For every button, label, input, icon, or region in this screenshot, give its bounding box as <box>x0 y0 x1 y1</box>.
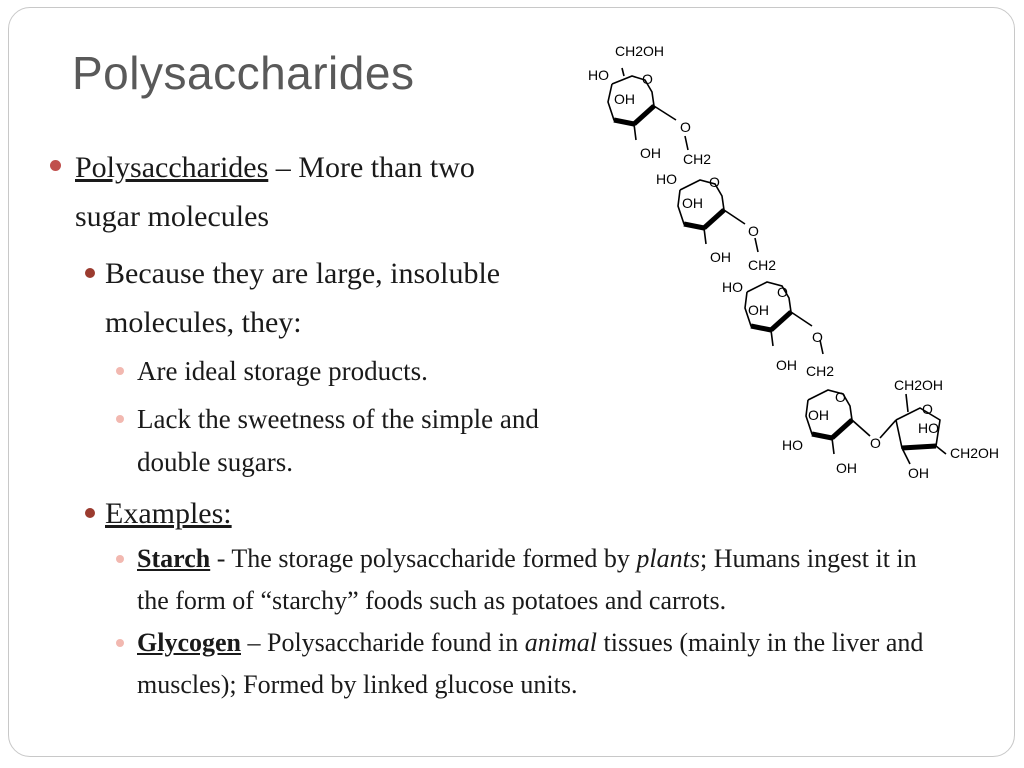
molecule-label: OH <box>640 145 661 161</box>
molecule-label: OH <box>776 357 797 373</box>
starch-text-1: - The storage polysaccharide formed by <box>210 544 637 573</box>
molecule-label: O <box>709 174 720 190</box>
bullet-large-insoluble: Because they are large, insoluble molecules, they: <box>105 257 501 339</box>
polysaccharide-structure-diagram <box>580 40 1010 490</box>
bullet-dot <box>116 639 124 647</box>
examples-heading: Examples: <box>105 497 232 530</box>
molecule-label: HO <box>782 437 803 453</box>
starch-text-2: ; Humans ingest it in the form of “starchy” foods such as potatoes and carrots. <box>137 544 917 615</box>
molecule-label: O <box>777 284 788 300</box>
molecule-label: CH2OH <box>615 43 665 59</box>
molecule-label: OH <box>748 302 769 318</box>
molecule-label: O <box>922 401 933 417</box>
molecule-label: O <box>835 389 846 405</box>
molecule-label: O <box>870 435 881 451</box>
molecule-label: HO <box>918 420 939 436</box>
bullet-dot <box>85 268 95 278</box>
molecule-label: O <box>642 71 653 87</box>
molecule-label: CH2OH <box>950 445 1000 461</box>
term-glycogen: Glycogen <box>137 628 241 657</box>
bullet-starch <box>137 538 937 622</box>
bullet-dot <box>116 367 124 375</box>
bullet-storage-products: Are ideal storage products. <box>137 356 428 386</box>
bullet-polysaccharides <box>75 143 545 241</box>
molecule-label: CH2 <box>683 151 712 167</box>
molecule-label: OH <box>710 249 731 265</box>
starch-emphasis: plants <box>636 544 700 573</box>
glycogen-text-1: – Polysaccharide found in <box>241 628 525 657</box>
molecule-label: CH2 <box>806 363 835 379</box>
molecule-label: OH <box>682 195 703 211</box>
glycogen-emphasis: animal <box>524 628 597 657</box>
molecule-label: OH <box>808 407 829 423</box>
molecule-label: HO <box>656 171 677 187</box>
molecule-label: O <box>812 329 823 345</box>
bullet-dot <box>85 508 95 518</box>
slide-title: Polysaccharides <box>72 47 415 99</box>
bullet-glycogen <box>137 622 937 706</box>
glycogen-text-2: tissues (mainly in the liver and muscles); Formed by linked glucose units. <box>137 628 924 699</box>
molecule-label: HO <box>588 67 609 83</box>
term-polysaccharides: Polysaccharides <box>75 151 269 184</box>
molecule-label: OH <box>908 465 929 481</box>
molecule-label: O <box>748 223 759 239</box>
bullet-dot <box>116 415 124 423</box>
bullet-polysaccharides-text: – More than two sugar molecules <box>75 151 475 233</box>
molecule-label: HO <box>722 279 743 295</box>
molecule-label: OH <box>614 91 635 107</box>
bullet-dot <box>50 160 61 171</box>
term-starch: Starch <box>137 544 211 573</box>
molecule-label: CH2OH <box>894 377 944 393</box>
molecule-label: O <box>680 119 691 135</box>
molecule-label: OH <box>836 460 857 476</box>
bullet-lack-sweetness: Lack the sweetness of the simple and double sugars. <box>137 404 539 477</box>
molecule-label: CH2 <box>748 257 777 273</box>
bullet-dot <box>116 555 124 563</box>
